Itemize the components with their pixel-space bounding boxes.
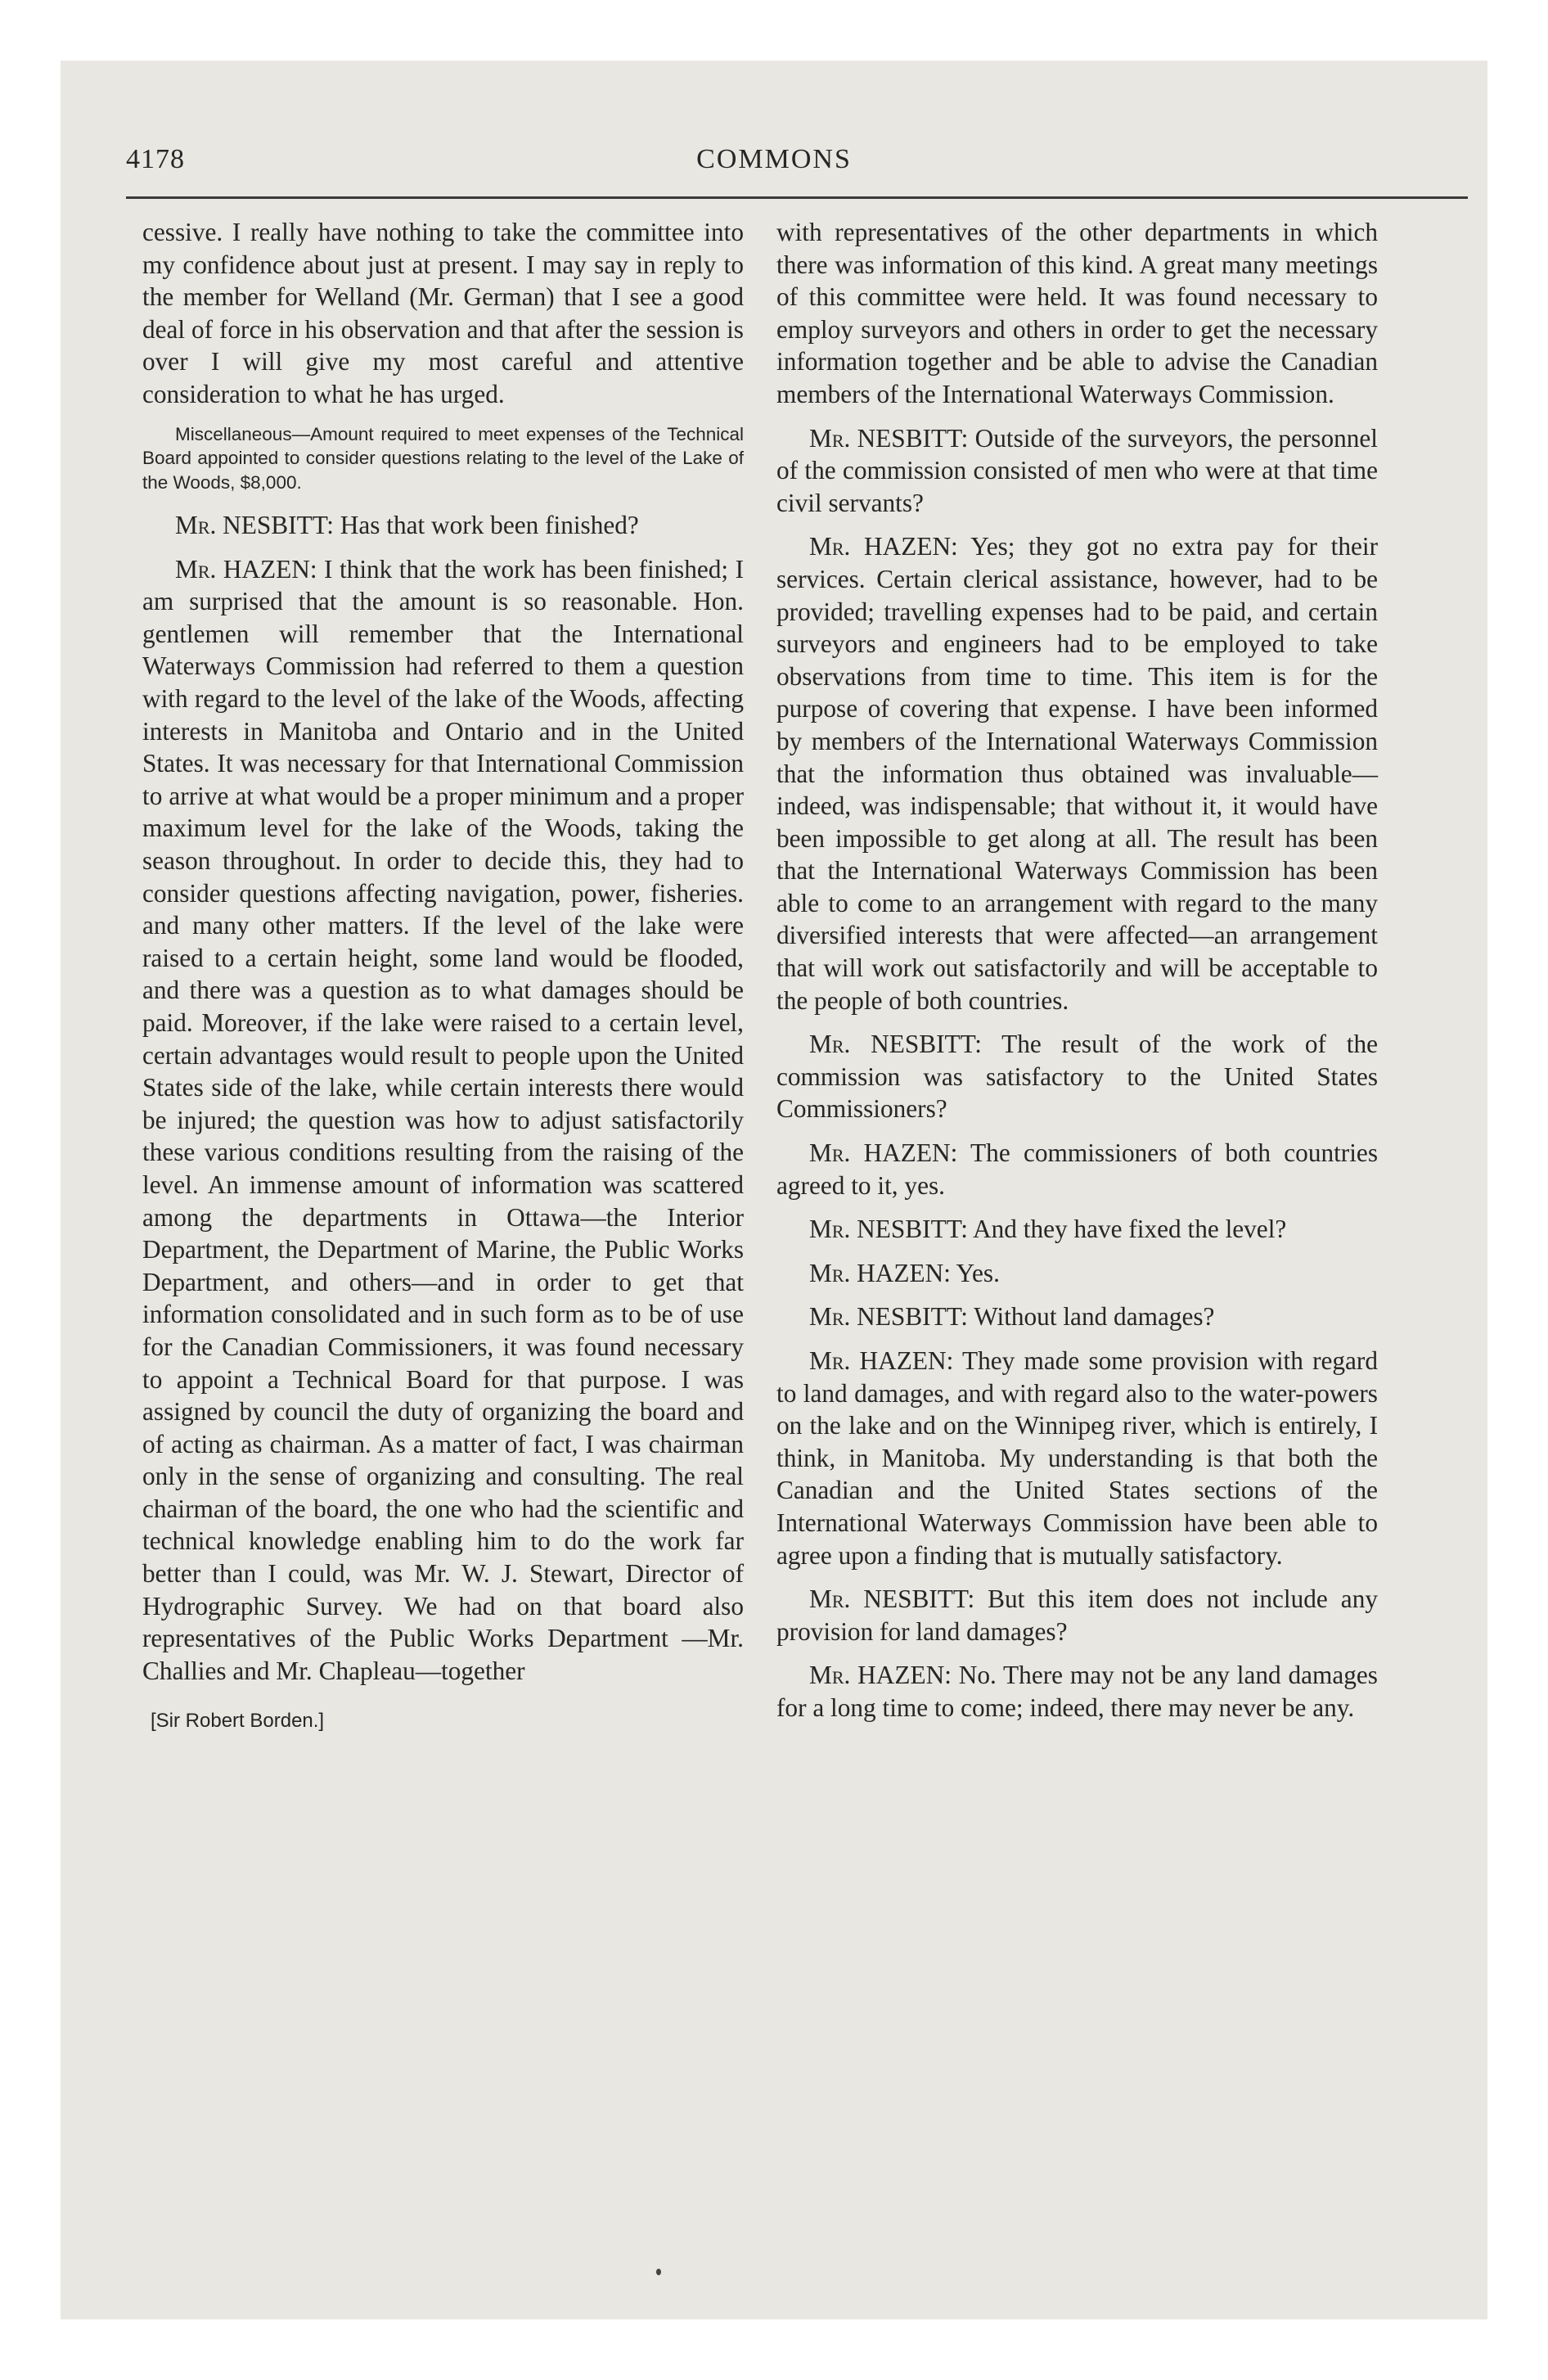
speech-text: The commissioners of both countries agreed to it, yes. [776, 1138, 1378, 1200]
speaker-name: Mr. NESBITT: [175, 511, 334, 540]
right-column [776, 216, 1378, 1736]
left-column [142, 216, 744, 1738]
page [61, 61, 1487, 2319]
speaker-name: Mr. HAZEN: [809, 1346, 954, 1375]
speech-paragraph [142, 509, 744, 542]
speech-paragraph [776, 422, 1378, 520]
speech-text: The result of the work of the commission was satisfactory to the United States Commissioners? [776, 1030, 1378, 1124]
speaker-name: Mr. HAZEN: [175, 554, 317, 584]
print-mark [656, 2269, 661, 2275]
speaker-name: Mr. NESBITT: [809, 423, 969, 453]
speaker-name: Mr. HAZEN: [809, 1258, 951, 1287]
footer-speaker-note: [Sir Robert Borden.] [151, 1710, 325, 1733]
speech-paragraph [776, 1137, 1378, 1201]
speech-text: But this item does not include any provision for land damages? [776, 1584, 1378, 1646]
running-head-title: COMMONS [696, 144, 852, 174]
speaker-name: Mr. NESBITT: [809, 1030, 982, 1059]
speech-text: Yes; they got no extra pay for their services. Certain clerical assistance, however, had to be provided; travelling expenses had to be paid, and certain surveyors and engineers had to be employed to take observations from time to time. This item is for the purpose of covering that expense. I have been informed by members of the International Waterways Commission that the information thus obtained was invaluable—indeed, was indispensable; that without it, it would have been impossible to get along at all. The result has been that the International Waterways Commission has been able to come to an arrangement with regard to the many diversified interests that were affected—an arrangement that will work out satisfactorily and will be acceptable to the people of both countries. [776, 532, 1379, 1015]
speaker-name: Mr. HAZEN: [809, 532, 958, 561]
speech-text: They made some provision with regard to land damages, and with regard also to the water-powers on the lake and on the Winnipeg river, which is entirely, I think, in Manitoba. My understanding is that both the Canadian and the United States sections of the International Waterways Commission have been able to agree upon a finding that is mutually satisfactory. [776, 1346, 1379, 1570]
speaker-name: Mr. NESBITT: [809, 1584, 975, 1614]
speech-paragraph [776, 1300, 1378, 1333]
speech-paragraph [776, 1659, 1378, 1724]
speech-paragraph [142, 553, 744, 1688]
speaker-name: Mr. HAZEN: [809, 1661, 952, 1690]
speech-paragraph [776, 1345, 1378, 1571]
speaker-name: Mr. NESBITT: [809, 1302, 968, 1332]
speech-text: I think that the work has been finished; I am surprised that the amount is so reasonable. Hon. gentlemen will remember that the International Waterways Commission had referred to them a question with regard to the level of the lake of the Woods, affecting interests in Manitoba and Ontario and in the United States. It was necessary for that International Commission to arrive at what would be a proper minimum and a proper maximum level for the lake of the Woods, taking the season throughout. In order to decide this, they had to consider questions affecting navigation, power, fisheries. and many other matters. If the level of the lake were raised to a certain height, some land would be flooded, and there was a question as to what damages should be paid. Moreover, if the lake were raised to a certain level, certain advantages would result to people upon the United States side of the lake, while certain interests there would be injured; the question was how to adjust satisfactorily these various conditions resulting from the raising of the level. An immense amount of information was scattered among the departments in Ottawa—the Interior Department, the Department of Marine, the Public Works Department, and others—and in order to get that information consolidated and in such form as to be of use for the Canadian Commissioners, it was found necessary to appoint a Technical Board for that purpose. I was assigned by council the duty of organizing the board and of acting as chairman. As a matter of fact, I was chairman only in the sense of organizing and consulting. The real chairman of the board, the one who had the scientific and technical knowledge enabling him to do the work far better than I could, was Mr. W. J. Stewart, Director of Hydrographic Survey. We had on that board also representatives of the Public Works Department —Mr. Challies and Mr. Chapleau—together [142, 554, 745, 1685]
speaker-name: Mr. HAZEN: [809, 1138, 958, 1168]
speech-text: Has that work been finished? [333, 511, 639, 540]
speech-text: No. There may not be any land damages for a long time to come; indeed, there may never be any. [776, 1661, 1378, 1722]
speech-paragraph [776, 1257, 1378, 1290]
speech-paragraph [776, 530, 1378, 1016]
paragraph-continued: with representatives of the other departments in which there was information of this kind. A great many meetings of this committee were held. It was found necessary to employ surveyors and others in order to get the necessary information together and be able to advise the Canadian members of the International Waterways Commission. [776, 218, 1378, 408]
speech-paragraph [776, 1583, 1378, 1648]
page-number: 4178 [126, 144, 185, 174]
paragraph-continued: cessive. I really have nothing to take the committee into my confidence about just at present. I may say in reply to the member for Welland (Mr. German) that I see a good deal of force in his observation and that after the session is over I will give my most careful and attentive consideration to what he has urged. [142, 218, 744, 408]
speech-paragraph [776, 1028, 1378, 1125]
speaker-name: Mr. NESBITT: [809, 1215, 968, 1244]
header-rule [126, 196, 1468, 199]
estimate-item: Miscellaneous—Amount required to meet expenses of the Technical Board appointed to consider questions relating to the level of the Lake of the Woods, $8,000. [142, 423, 744, 493]
speech-text: And they have fixed the level? [967, 1215, 1287, 1244]
speech-text: Outside of the surveyors, the personnel of the commission consisted of men who were at that time civil servants? [776, 423, 1378, 517]
speech-paragraph [776, 1213, 1378, 1246]
speech-text: Yes. [950, 1258, 1000, 1287]
speech-text: Without land damages? [967, 1302, 1215, 1332]
